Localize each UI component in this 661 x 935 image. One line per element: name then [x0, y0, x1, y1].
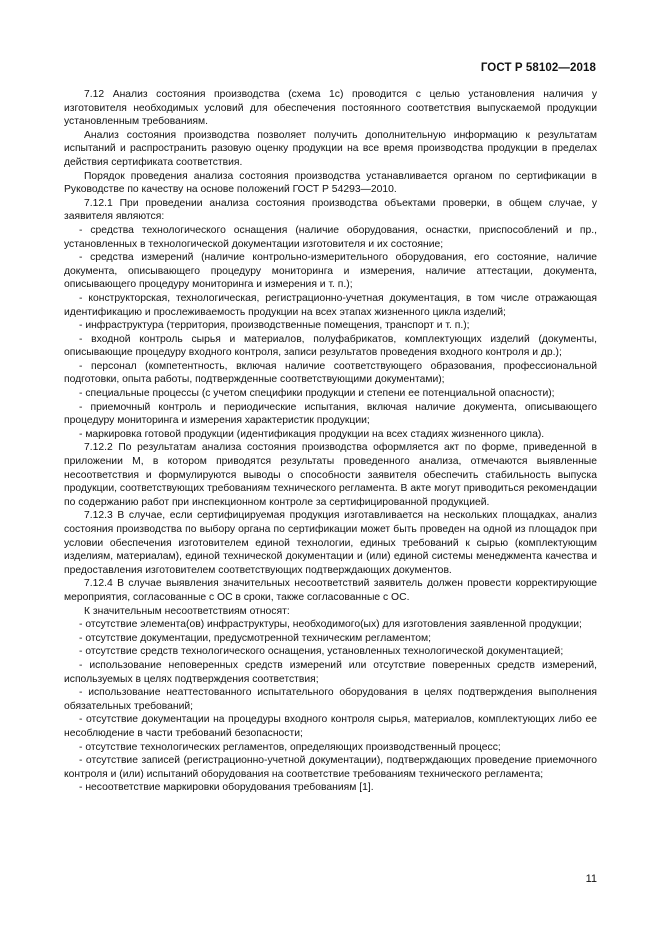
list-item: - отсутствие средств технологического оснащения, установленных технологической документацией;: [79, 646, 564, 658]
document-body: [64, 88, 597, 795]
list-item: - персонал (компетентность, включая наличие соответствующего образования, профессиональной подготовки, опыта работы, подтвержденные соответствующими документами);: [64, 360, 597, 386]
list-item: - конструкторская, технологическая, регистрационно-учетная документация, в том числе отражающая идентификацию и прослеживаемость продукции на всех этапах жизненного цикла изделий;: [64, 292, 597, 318]
paragraph: 7.12.3 В случае, если сертифицируемая продукция изготавливается на нескольких площадках, анализ состояния производства по выбору органа по сертификации может быть проведен на одной из площадок при условии обеспечения изготовителем единой технологии, единых требований к сырью (комплектующим изделиям, материалам), единой технической документации и (или) единой системы менеджмента качества и предоставления изготовителем соответствующих подтверждающих документов.: [64, 510, 597, 576]
paragraph: К значительным несоответствиям относят:: [84, 605, 290, 617]
paragraph: 7.12.1 При проведении анализа состояния производства объектами проверки, в общем случае, у заявителя являются:: [64, 197, 597, 223]
paragraph: 7.12.4 В случае выявления значительных несоответствий заявитель должен провести корректирующие мероприятия, согласованные с ОС в сроки, также согласованные с ОС.: [64, 578, 597, 603]
paragraph: Порядок проведения анализа состояния производства устанавливается органом по сертификации в Руководстве по качеству на основе положений ГОСТ Р 54293—2010.: [64, 170, 597, 196]
paragraph: 7.12.2 По результатам анализа состояния производства оформляется акт по форме, приведенной в приложении М, в котором приводятся результаты проведенного анализа, отмечаются выявленные несоответствия и формулируются выводы о способности заявителя обеспечить стабильность выпуска продукции, соответствующих требованиям технического регламента. В акте могут приводиться рекомендации по содержанию работ при инспекционном контроле за сертифицированной продукцией.: [64, 442, 597, 508]
list-item: - использование неповеренных средств измерений или отсутствие поверенных средств измерений, используемых в целях подтверждения соответствия;: [64, 659, 597, 685]
document-code-header: ГОСТ Р 58102—2018: [480, 62, 596, 74]
list-item: - отсутствие документации, предусмотренной техническим регламентом;: [79, 632, 431, 644]
list-item: - входной контроль сырья и материалов, полуфабрикатов, комплектующих изделий (документы, описывающие процедуру входного контроля, записи результатов проведения входного контроля и др.);: [64, 333, 597, 359]
list-item: - средства технологического оснащения (наличие оборудования, оснастки, приспособлений и пр., установленных в технологической документации изготовителя и их состояние;: [64, 224, 597, 250]
list-item: - инфраструктура (территория, производственные помещения, транспорт и т. п.);: [79, 320, 470, 332]
paragraph: Анализ состояния производства позволяет получить дополнительную информацию к результатам испытаний и распространить разовую оценку продукции на все время производства продукции в пределах действия сертификата соответствия.: [64, 129, 597, 168]
list-item: - специальные процессы (с учетом специфики продукции и степени ее потенциальной опасности);: [79, 388, 555, 400]
page-number: 11: [585, 873, 597, 885]
list-item: - несоответствие маркировки оборудования требованиям [1].: [79, 782, 374, 794]
list-item: - отсутствие технологических регламентов, определяющих производственный процесс;: [79, 741, 501, 753]
list-item: - отсутствие элемента(ов) инфраструктуры, необходимого(ых) для изготовления заявленной продукции;: [79, 619, 582, 631]
paragraph: 7.12 Анализ состояния производства (схема 1с) проводится с целью установления наличия у изготовителя необходимых условий для обеспечения постоянного соответствия выпускаемой продукции установленным требованиям.: [64, 89, 597, 128]
list-item: - отсутствие документации на процедуры входного контроля сырья, материалов, комплектующих либо ее несоблюдение в части требований безопасности;: [64, 714, 597, 739]
list-item: - приемочный контроль и периодические испытания, включая наличие документа, описывающего процедуру мониторинга и измерения характеристик продукции;: [64, 401, 597, 427]
list-item: - средства измерений (наличие контрольно-измерительного оборудования, его состояние, наличие документа, описывающего процедуру мониторинга и измерения, наличие аттестации, документа, описывающего процедуру мониторинга и измерения и т. п.);: [64, 252, 597, 291]
list-item: - маркировка готовой продукции (идентификация продукции на всех стадиях жизненного цикла).: [79, 428, 545, 440]
list-item: - отсутствие записей (регистрационно-учетной документации), подтверждающих проведение приемочного контроля и (или) испытаний оборудования на соответствие требованиям технического регламента;: [64, 755, 597, 780]
list-item: - использование неаттестованного испытательного оборудования в целях подтверждения выполнения обязательных требований;: [64, 687, 597, 712]
